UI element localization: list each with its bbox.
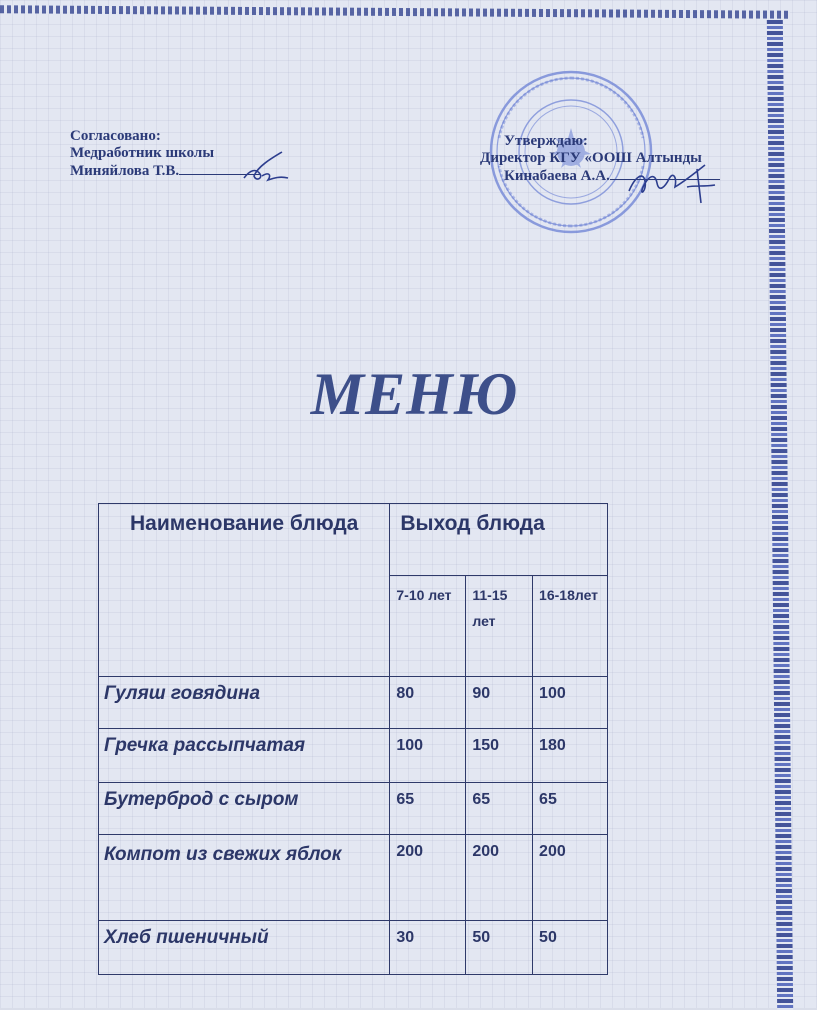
portion-value: 65 (533, 783, 608, 835)
portion-value: 30 (390, 921, 466, 975)
dish-name: Компот из свежих яблок (99, 835, 390, 921)
approval-block-left (70, 128, 261, 180)
portion-value: 80 (390, 677, 466, 729)
portion-value: 50 (533, 921, 608, 975)
portion-value: 180 (533, 729, 608, 783)
portion-value: 65 (390, 783, 466, 835)
portion-value: 100 (533, 677, 608, 729)
dish-name: Хлеб пшеничный (99, 921, 390, 975)
approval-left-line2: Медработник школы (70, 145, 215, 161)
table-row (99, 677, 608, 729)
table-row (99, 783, 608, 835)
menu-table (98, 503, 608, 975)
table-header-row (99, 504, 608, 576)
header-output: Выход блюда (390, 504, 608, 576)
approval-right-line2: Директор КГУ «ООШ Алтынды (480, 150, 702, 166)
header-age-16-18: 16-18лет (533, 576, 608, 677)
dish-name: Гуляш говядина (99, 677, 390, 729)
approval-right-line1: Утверждаю: (504, 133, 588, 149)
portion-value: 65 (466, 783, 533, 835)
header-age-11-15: 11-15 лет (466, 576, 533, 677)
dish-name: Гречка рассыпчатая (99, 729, 390, 783)
table-row (99, 921, 608, 975)
portion-value: 150 (466, 729, 533, 783)
portion-value: 100 (390, 729, 466, 783)
table-row (99, 835, 608, 921)
signature-left (238, 148, 298, 186)
approval-left-line3: Миняйлова Т.В. (70, 162, 261, 180)
dish-name: Бутерброд с сыром (99, 783, 390, 835)
approval-left-line1: Согласовано: (70, 128, 161, 144)
portion-value: 50 (466, 921, 533, 975)
header-dish-name: Наименование блюда (99, 504, 390, 677)
header-age-7-10: 7-10 лет (390, 576, 466, 677)
portion-value: 200 (466, 835, 533, 921)
approval-right-line3: Кинабаева А.А. (480, 167, 720, 185)
portion-value: 200 (390, 835, 466, 921)
table-row (99, 729, 608, 783)
signature-right (625, 157, 725, 207)
portion-value: 200 (533, 835, 608, 921)
portion-value: 90 (466, 677, 533, 729)
page-title: МЕНЮ (310, 361, 519, 427)
